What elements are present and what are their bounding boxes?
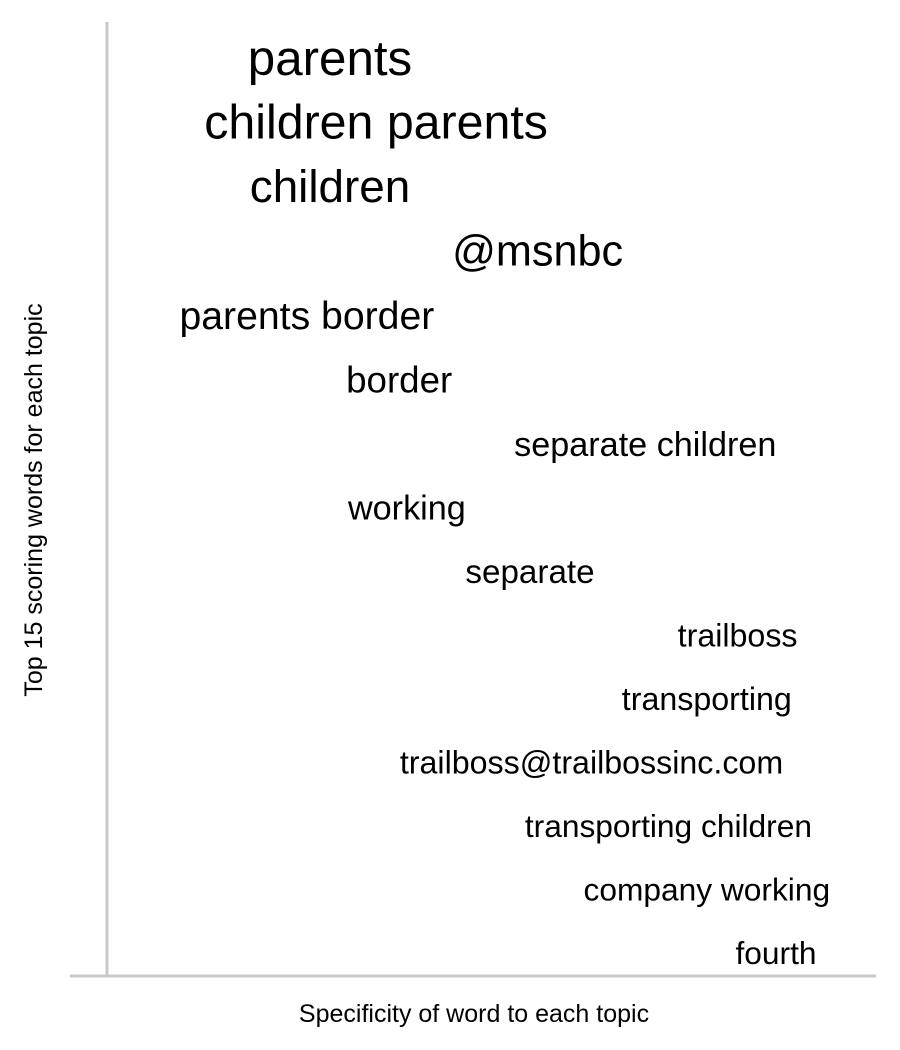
word-label: trailboss@trailbossinc.com — [399, 744, 784, 781]
word-label: transporting — [621, 681, 792, 717]
x-axis-title: Specificity of word to each topic — [298, 1000, 650, 1028]
words-layer — [179, 31, 830, 971]
word-label: children — [249, 161, 411, 212]
word-label: separate — [465, 554, 595, 591]
word-label: border — [346, 359, 453, 401]
word-label: @msnbc — [452, 227, 624, 276]
word-label: fourth — [735, 935, 817, 971]
word-label: children parents — [204, 95, 548, 150]
word-label: separate children — [514, 426, 777, 464]
word-label: working — [347, 489, 466, 528]
y-axis-title: Top 15 scoring words for each topic — [20, 303, 48, 697]
word-label: parents — [247, 31, 413, 86]
word-label: trailboss — [677, 617, 798, 654]
word-label: company working — [583, 871, 831, 908]
word-label: transporting children — [524, 808, 812, 844]
word-label: parents border — [179, 295, 435, 338]
